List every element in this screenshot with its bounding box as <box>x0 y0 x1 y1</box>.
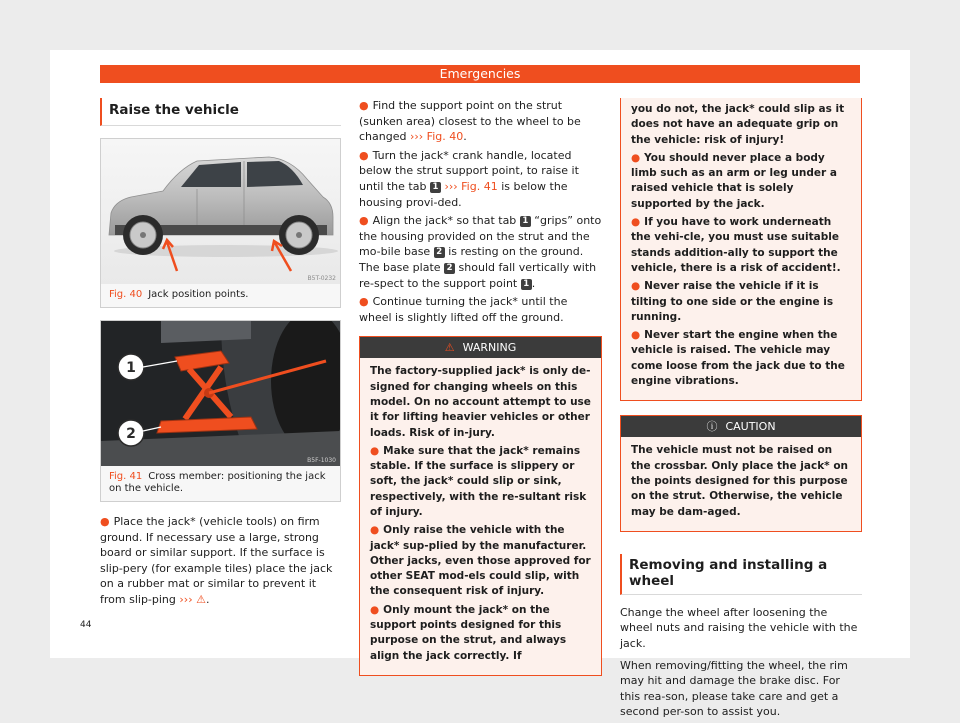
warning-header: ⚠ WARNING <box>360 337 601 358</box>
warning-item: ● Never start the engine when the vehicle is raised. The vehicle may come loose from the jack due to the engine vibrations. <box>631 329 845 388</box>
caution-header: ⓘ CAUTION <box>621 416 861 437</box>
number-badge: 1 <box>520 216 531 227</box>
bullet-icon: ● <box>631 216 641 229</box>
figure-label: Fig. 40 <box>109 289 143 300</box>
caution-text: The vehicle must not be raised on the crossbar. Only place the jack* on the points designed for this purpose on the strut. Otherwise, the vehicle may be dam-aged. <box>631 444 849 518</box>
figure-mark-1: 1 <box>126 360 136 376</box>
caption-text: Cross member: positioning the jack on the vehicle. <box>109 471 326 494</box>
list-item: ● Align the jack* so that tab 1 “grips” onto the housing provided on the strut and the mo-bile base 2 is resting on the ground. The base plate 2 should fall vertically with re-spect to the support point 1 . <box>359 214 602 290</box>
list-item: ● Turn the jack* crank handle, located below the strut support point, to raise it until the tab 1 ››› Fig. 41 is below the housing provi-ded. <box>359 148 579 209</box>
figure-40 <box>100 138 341 308</box>
warning-intro: The factory-supplied jack* is only de-signed for changing wheels on this model. On no account attempt to use it for lifting heavier vehicles or other loads. Risk of in-jury. <box>370 365 591 439</box>
jack-placement-paragraph: ● Place the jack* (vehicle tools) on firm ground. If necessary use a large, strong board or similar support. If the surface is slip-pery (for example tiles) place the jack on a rubber mat or similar to prevent it from slip-ping ››› ⚠. <box>100 515 333 606</box>
warning-intro: you do not, the jack* could slip as it does not have an adequate grip on the vehicle: risk of injury! <box>631 103 845 146</box>
warning-item: ● Only raise the vehicle with the jack* sup-plied by the manufacturer. Other jacks, even those approved for other SEAT mod-els could slip, with the consequent risk of injury. <box>370 524 591 598</box>
column-right <box>620 98 862 723</box>
chapter-header: Emergencies <box>100 65 860 83</box>
caption-text: Jack position points. <box>148 289 249 300</box>
column-middle <box>359 98 602 676</box>
bullet-icon: ● <box>359 99 369 112</box>
jack-photo <box>101 321 340 466</box>
figure-caption <box>101 284 340 307</box>
page-number: 44 <box>80 620 92 630</box>
bullet-icon: ● <box>359 295 369 309</box>
car-photo <box>101 139 340 284</box>
jack-illustration <box>101 321 340 466</box>
body-paragraph: Change the wheel after loosening the wheel nuts and raising the vehicle with the jack. <box>620 605 858 651</box>
body-paragraph: When removing/fitting the wheel, the rim may hit and damage the brake disc. For this rea-son, please take care and get a second per-son to assist you. <box>620 658 848 719</box>
figure-code: B5T-0232 <box>307 275 336 282</box>
warning-item: ● Make sure that the jack* remains stable. If the surface is slippery or soft, the jack* could slip or sink, respectively, with the re-sultant risk of injury. <box>370 444 587 518</box>
warning-box <box>359 336 602 676</box>
list-item: ● Continue turning the jack* until the wheel is slightly lifted off the ground. <box>359 295 568 324</box>
warning-body <box>360 358 601 675</box>
caution-box <box>620 415 862 531</box>
car-side-illustration <box>101 139 340 284</box>
cross-reference-link[interactable]: ››› <box>179 592 193 606</box>
bullet-icon: ● <box>359 214 369 228</box>
figure-caption <box>101 466 340 501</box>
list-item: ● Find the support point on the strut (sunken area) closest to the wheel to be changed ››› Fig. 40. <box>359 99 581 144</box>
warning-triangle-icon: ⚠ <box>196 592 206 606</box>
number-badge: 2 <box>444 263 455 274</box>
figure-mark-2: 2 <box>126 426 136 442</box>
bullet-icon: ● <box>370 524 380 537</box>
section-title-raise: Raise the vehicle <box>100 98 341 126</box>
number-badge: 2 <box>434 247 445 258</box>
section-title-wheel: Removing and installing a wheel <box>620 554 862 595</box>
bullet-icon: ● <box>100 515 110 528</box>
figure-label: Fig. 41 <box>109 471 143 482</box>
bullet-icon: ● <box>631 329 641 342</box>
column-left <box>100 98 341 611</box>
manual-page <box>50 50 910 719</box>
bullet-icon: ● <box>631 280 641 293</box>
warning-item: ● Only mount the jack* on the support points designed for this purpose on the strut, and always align the jack correctly. If <box>370 603 567 662</box>
bullet-icon: ● <box>370 603 380 616</box>
bullet-icon: ● <box>631 151 641 164</box>
info-circle-icon: ⓘ <box>706 420 718 434</box>
warning-item: ● If you have to work underneath the vehi-cle, you must use suitable stands addition-ally to support the vehicle, there is a risk of accident!. <box>631 216 841 274</box>
bullet-icon: ● <box>359 148 369 162</box>
number-badge: 1 <box>430 182 441 193</box>
figure-41 <box>100 320 341 502</box>
caution-body <box>621 437 861 530</box>
number-badge: 1 <box>521 279 532 290</box>
bullet-icon: ● <box>370 444 380 457</box>
figure-reference-link[interactable]: ››› Fig. 41 <box>444 179 498 193</box>
warning-item: ● Never raise the vehicle if it is tilting to one side or the engine is running. <box>631 280 834 323</box>
warning-item: ● You should never place a body limb such as an arm or leg under a raised vehicle that is solely supported by the jack. <box>631 151 837 210</box>
warning-triangle-icon: ⚠ <box>444 341 455 355</box>
figure-reference-link[interactable]: ››› Fig. 40 <box>409 130 464 144</box>
warning-box-continued <box>620 98 862 401</box>
figure-code: B5F-1030 <box>307 457 336 464</box>
